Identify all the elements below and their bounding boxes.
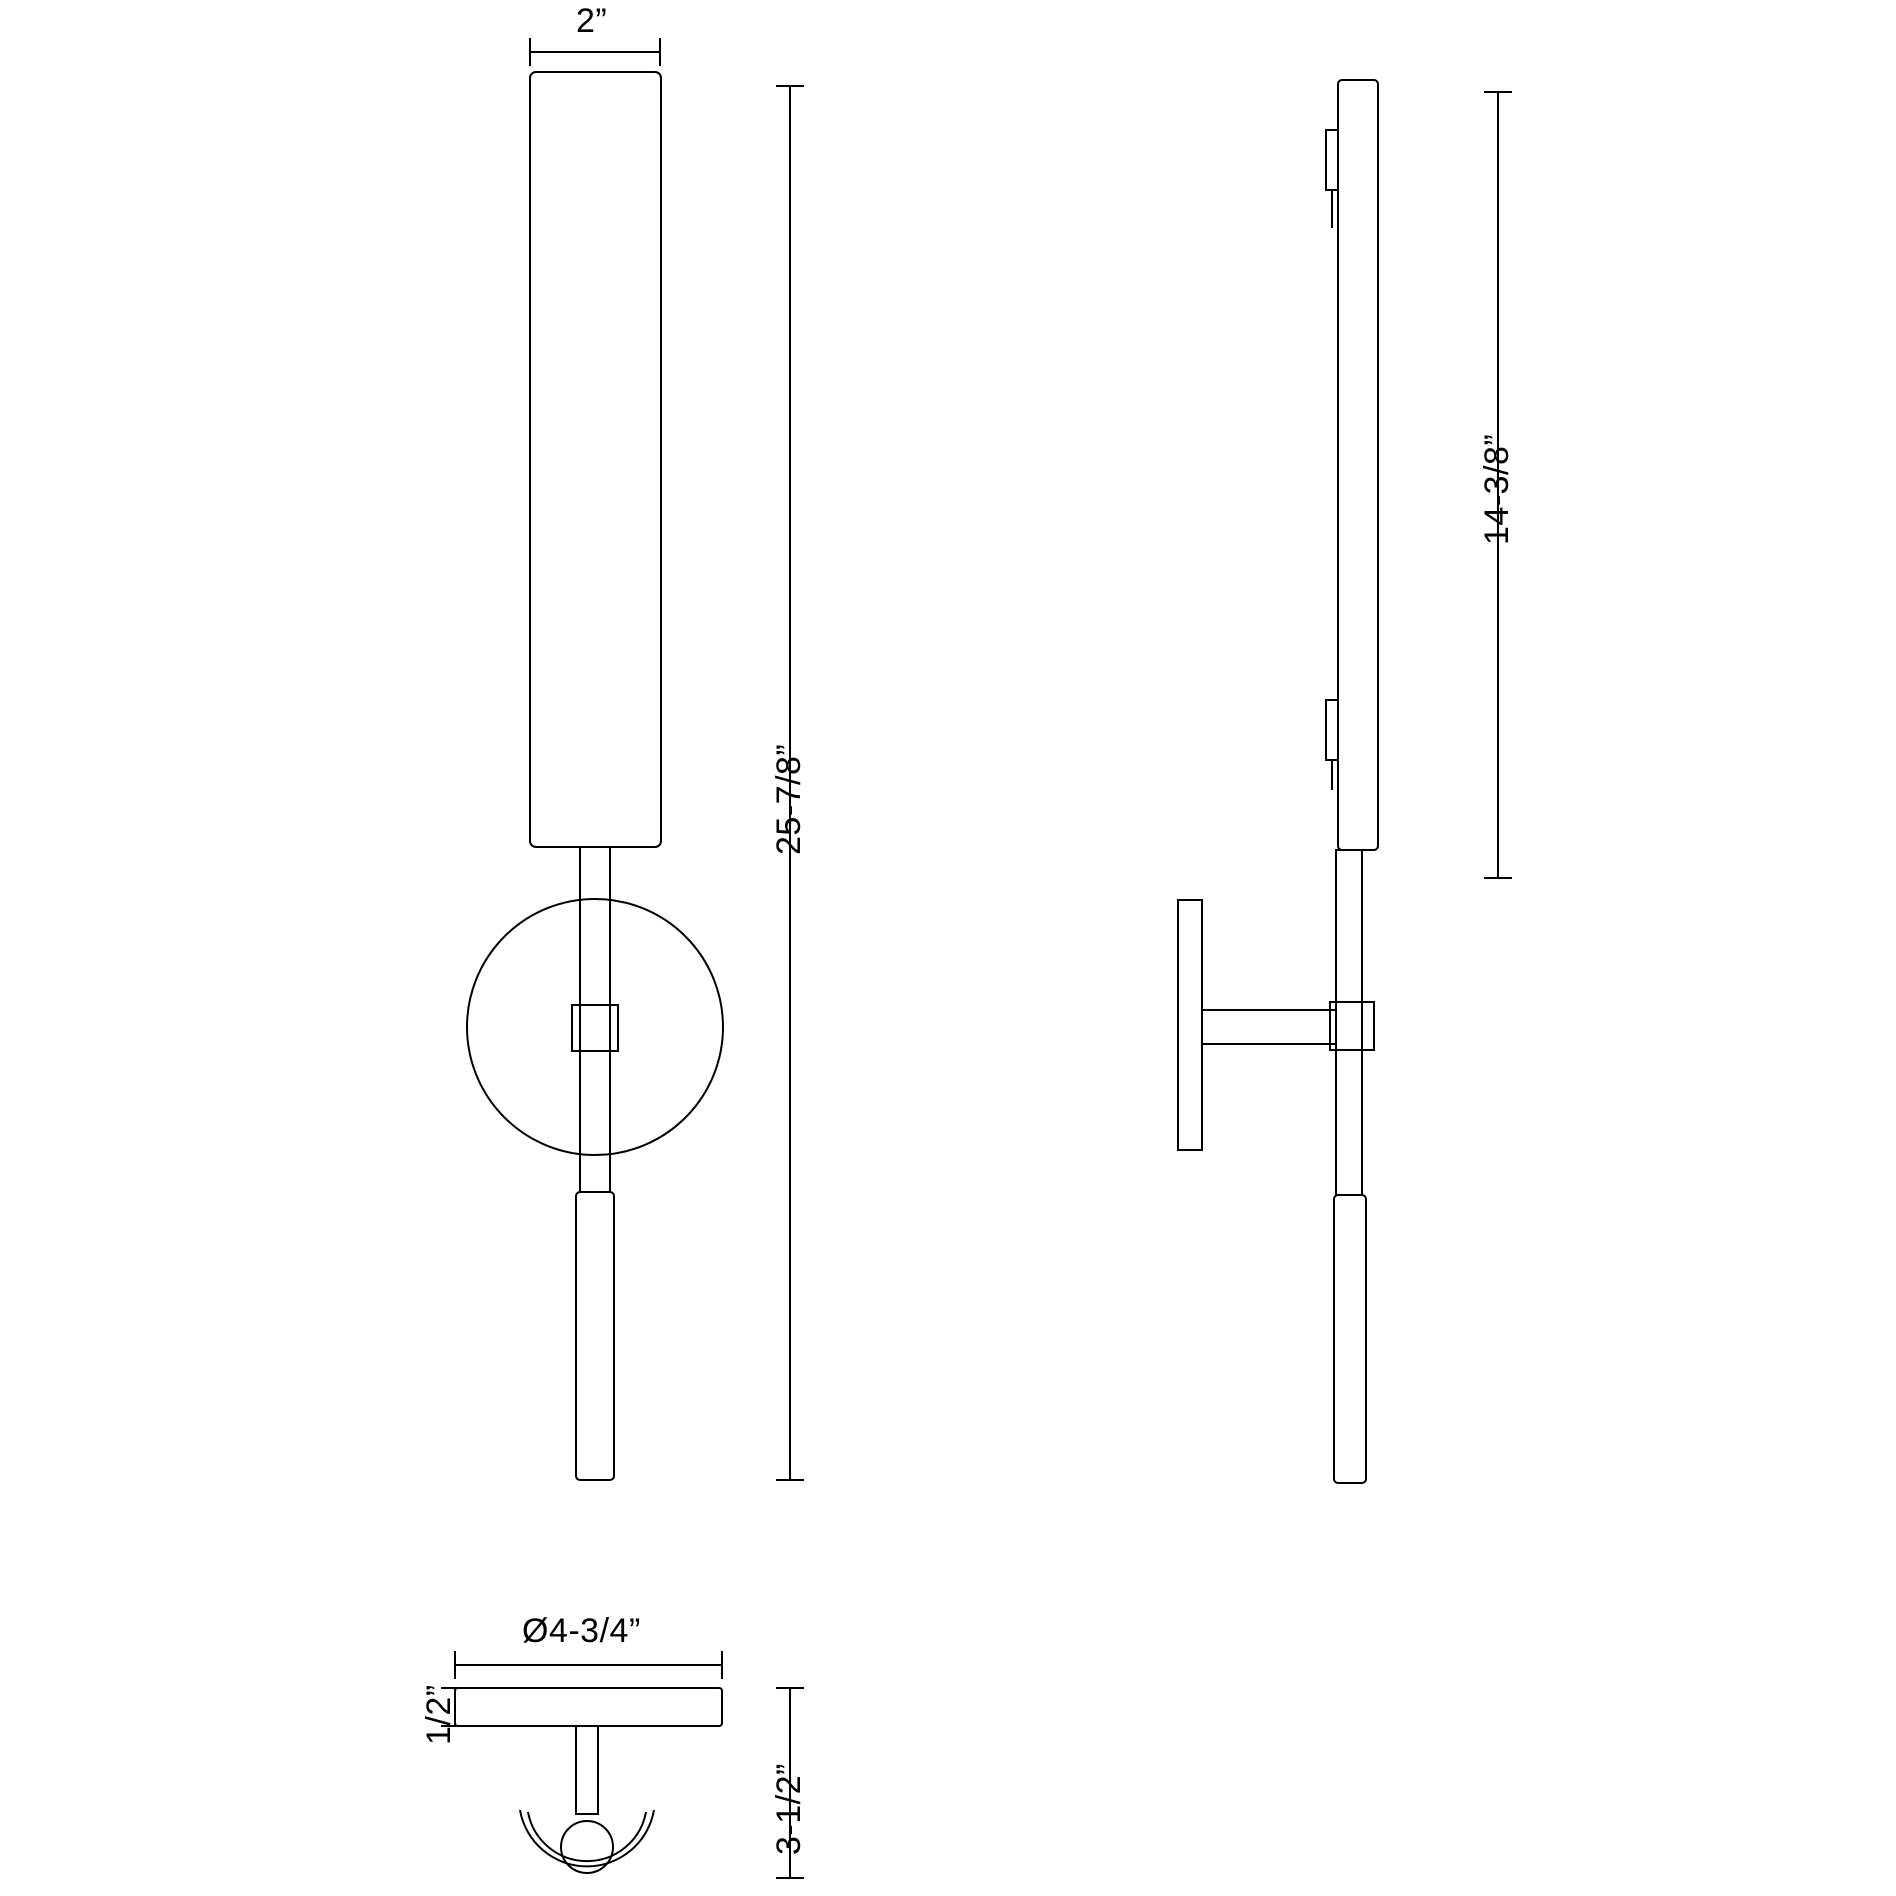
side-view-geometry — [1178, 80, 1512, 1483]
dimension-front-width: 2” — [576, 2, 608, 40]
dimension-top-projection: 3-1/2” — [770, 1763, 808, 1855]
top-view-geometry — [441, 1651, 804, 1878]
dimension-plate-thickness: 1/2” — [420, 1684, 458, 1745]
dimension-side-height: 14-3/8” — [1478, 433, 1516, 545]
dimension-top-diameter: Ø4-3/4” — [522, 1612, 641, 1650]
front-view-geometry — [467, 38, 804, 1480]
dimension-front-height: 25-7/8” — [770, 743, 808, 855]
